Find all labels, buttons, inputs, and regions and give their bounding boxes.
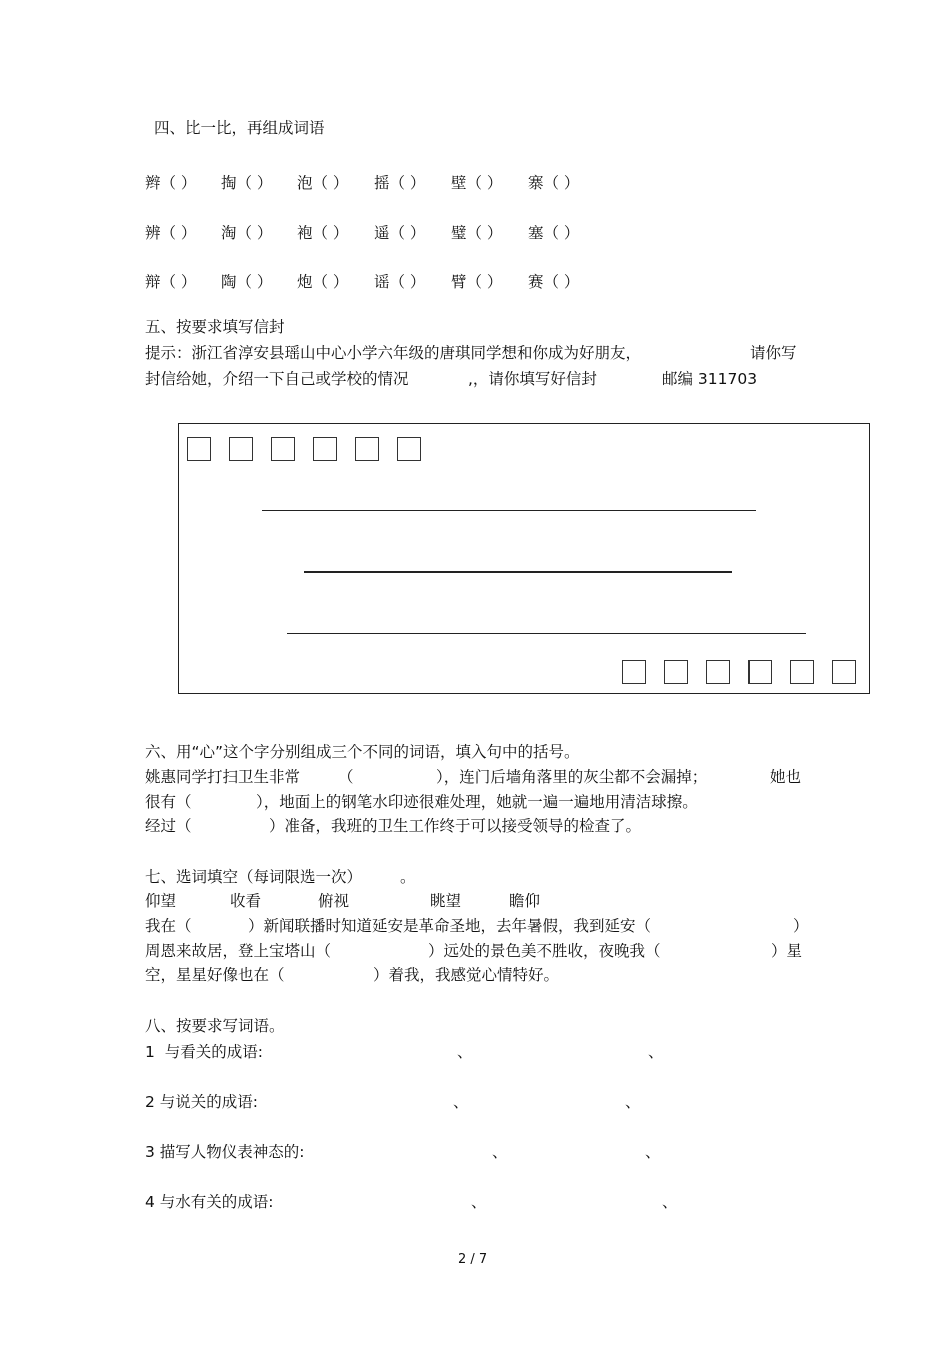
char-item: 塞（ ） — [528, 224, 580, 242]
char-item: 辫（ ） — [145, 174, 197, 192]
char-item: 寨（ ） — [528, 174, 580, 192]
section6-line2-start: 很有（ — [145, 793, 192, 811]
sender-postcode-box[interactable] — [832, 660, 856, 684]
section7-l1a: 我在（ — [145, 917, 192, 935]
separator: 、 — [471, 1193, 487, 1211]
word-option: 收看 — [230, 892, 262, 910]
section6-line1: 姚惠同学打扫卫生非常 — [145, 768, 301, 786]
char-item: 掏（ ） — [221, 174, 273, 192]
section7-title-end: 。 — [400, 868, 416, 886]
sender-postcode-box[interactable] — [790, 660, 814, 684]
section6-line1-end: 她也 — [770, 768, 802, 786]
address-line[interactable] — [262, 510, 756, 511]
section8-title: 八、按要求写词语。 — [145, 1017, 285, 1035]
idiom-label: 3 描写人物仪表神态的: — [145, 1143, 305, 1161]
envelope — [178, 423, 870, 694]
section5-hint-line1: 提示：浙江省淳安县瑶山中心小学六年级的唐琪同学想和你成为好朋友， — [145, 344, 642, 362]
section7-l3b: ）着我，我感觉心情特好。 — [373, 966, 560, 984]
section5-title: 五、按要求填写信封 — [145, 318, 285, 336]
char-item: 袍（ ） — [297, 224, 349, 242]
separator: 、 — [662, 1193, 678, 1211]
postcode-box[interactable] — [397, 437, 421, 461]
char-row-1 — [145, 171, 745, 191]
char-item: 赛（ ） — [528, 273, 580, 291]
sender-postcode-box[interactable] — [706, 660, 730, 684]
idiom-label: 4 与水有关的成语: — [145, 1193, 274, 1211]
sender-postcode-box[interactable] — [664, 660, 688, 684]
section7-l1c: ） — [793, 917, 809, 935]
char-item: 摇（ ） — [374, 174, 426, 192]
postcode-box[interactable] — [229, 437, 253, 461]
blank-bracket-open: （ — [338, 768, 354, 786]
section7-l2b: ）远处的景色美不胜收，夜晚我（ — [428, 942, 661, 960]
sender-postcode-box[interactable] — [748, 660, 772, 684]
postcode-box[interactable] — [187, 437, 211, 461]
section6-line3-rest: ）准备，我班的卫生工作终于可以接受领导的检查了。 — [269, 817, 642, 835]
section6-line3-start: 经过（ — [145, 817, 192, 835]
postcode-box[interactable] — [355, 437, 379, 461]
section5-hint-line2: 封信给她，介绍一下自己或学校的情况 — [145, 370, 409, 388]
char-row-2 — [145, 221, 745, 241]
postcode-box[interactable] — [313, 437, 337, 461]
char-item: 辨（ ） — [145, 224, 197, 242]
separator: 、 — [625, 1093, 641, 1111]
char-item: 壁（ ） — [451, 174, 503, 192]
sender-postcode-box[interactable] — [622, 660, 646, 684]
word-option: 仰望 — [145, 892, 177, 910]
char-item: 辩（ ） — [145, 273, 197, 291]
separator: 、 — [648, 1043, 664, 1061]
section5-postcode: 邮编 311703 — [662, 370, 758, 388]
page-number: 2 / 7 — [458, 1252, 488, 1267]
char-item: 泡（ ） — [297, 174, 349, 192]
separator: 、 — [645, 1143, 661, 1161]
word-option: 瞻仰 — [509, 892, 541, 910]
sender-line[interactable] — [287, 633, 806, 634]
section4-title: 四、比一比，再组成词语 — [154, 119, 325, 137]
section7-l2c: ）星 — [771, 942, 803, 960]
char-item: 陶（ ） — [221, 273, 273, 291]
word-option: 眺望 — [430, 892, 462, 910]
char-item: 炮（ ） — [297, 273, 349, 291]
recipient-line[interactable] — [304, 571, 732, 573]
char-item: 谣（ ） — [374, 273, 426, 291]
separator: 、 — [457, 1043, 473, 1061]
char-row-3 — [145, 270, 745, 290]
char-item: 遥（ ） — [374, 224, 426, 242]
section5-hint-line1-end: 请你写 — [750, 344, 797, 362]
section6-line2-rest: ），地面上的钢笔水印迹很难处理，她就一遍一遍地用清洁球擦。 — [256, 793, 698, 811]
section6-line1-rest: ），连门后墙角落里的灰尘都不会漏掉； — [436, 768, 708, 786]
separator: 、 — [453, 1093, 469, 1111]
char-item: 璧（ ） — [451, 224, 503, 242]
section6-title: 六、用“心”这个字分别组成三个不同的词语，填入句中的括号。 — [145, 743, 580, 761]
section7-l1b: ）新闻联播时知道延安是革命圣地，去年暑假，我到延安（ — [248, 917, 652, 935]
char-item: 淘（ ） — [221, 224, 273, 242]
section7-l3a: 空，星星好像也在（ — [145, 966, 285, 984]
section5-hint-line2-mid: ,，请你填写好信封 — [468, 370, 597, 388]
section7-l2a: 周恩来故居，登上宝塔山（ — [145, 942, 332, 960]
section7-title: 七、选词填空（每词限选一次） — [145, 868, 363, 886]
word-option: 俯视 — [318, 892, 350, 910]
separator: 、 — [492, 1143, 508, 1161]
postcode-box[interactable] — [271, 437, 295, 461]
idiom-label: 1 与看关的成语: — [145, 1043, 263, 1061]
char-item: 臂（ ） — [451, 273, 503, 291]
idiom-label: 2 与说关的成语: — [145, 1093, 259, 1111]
